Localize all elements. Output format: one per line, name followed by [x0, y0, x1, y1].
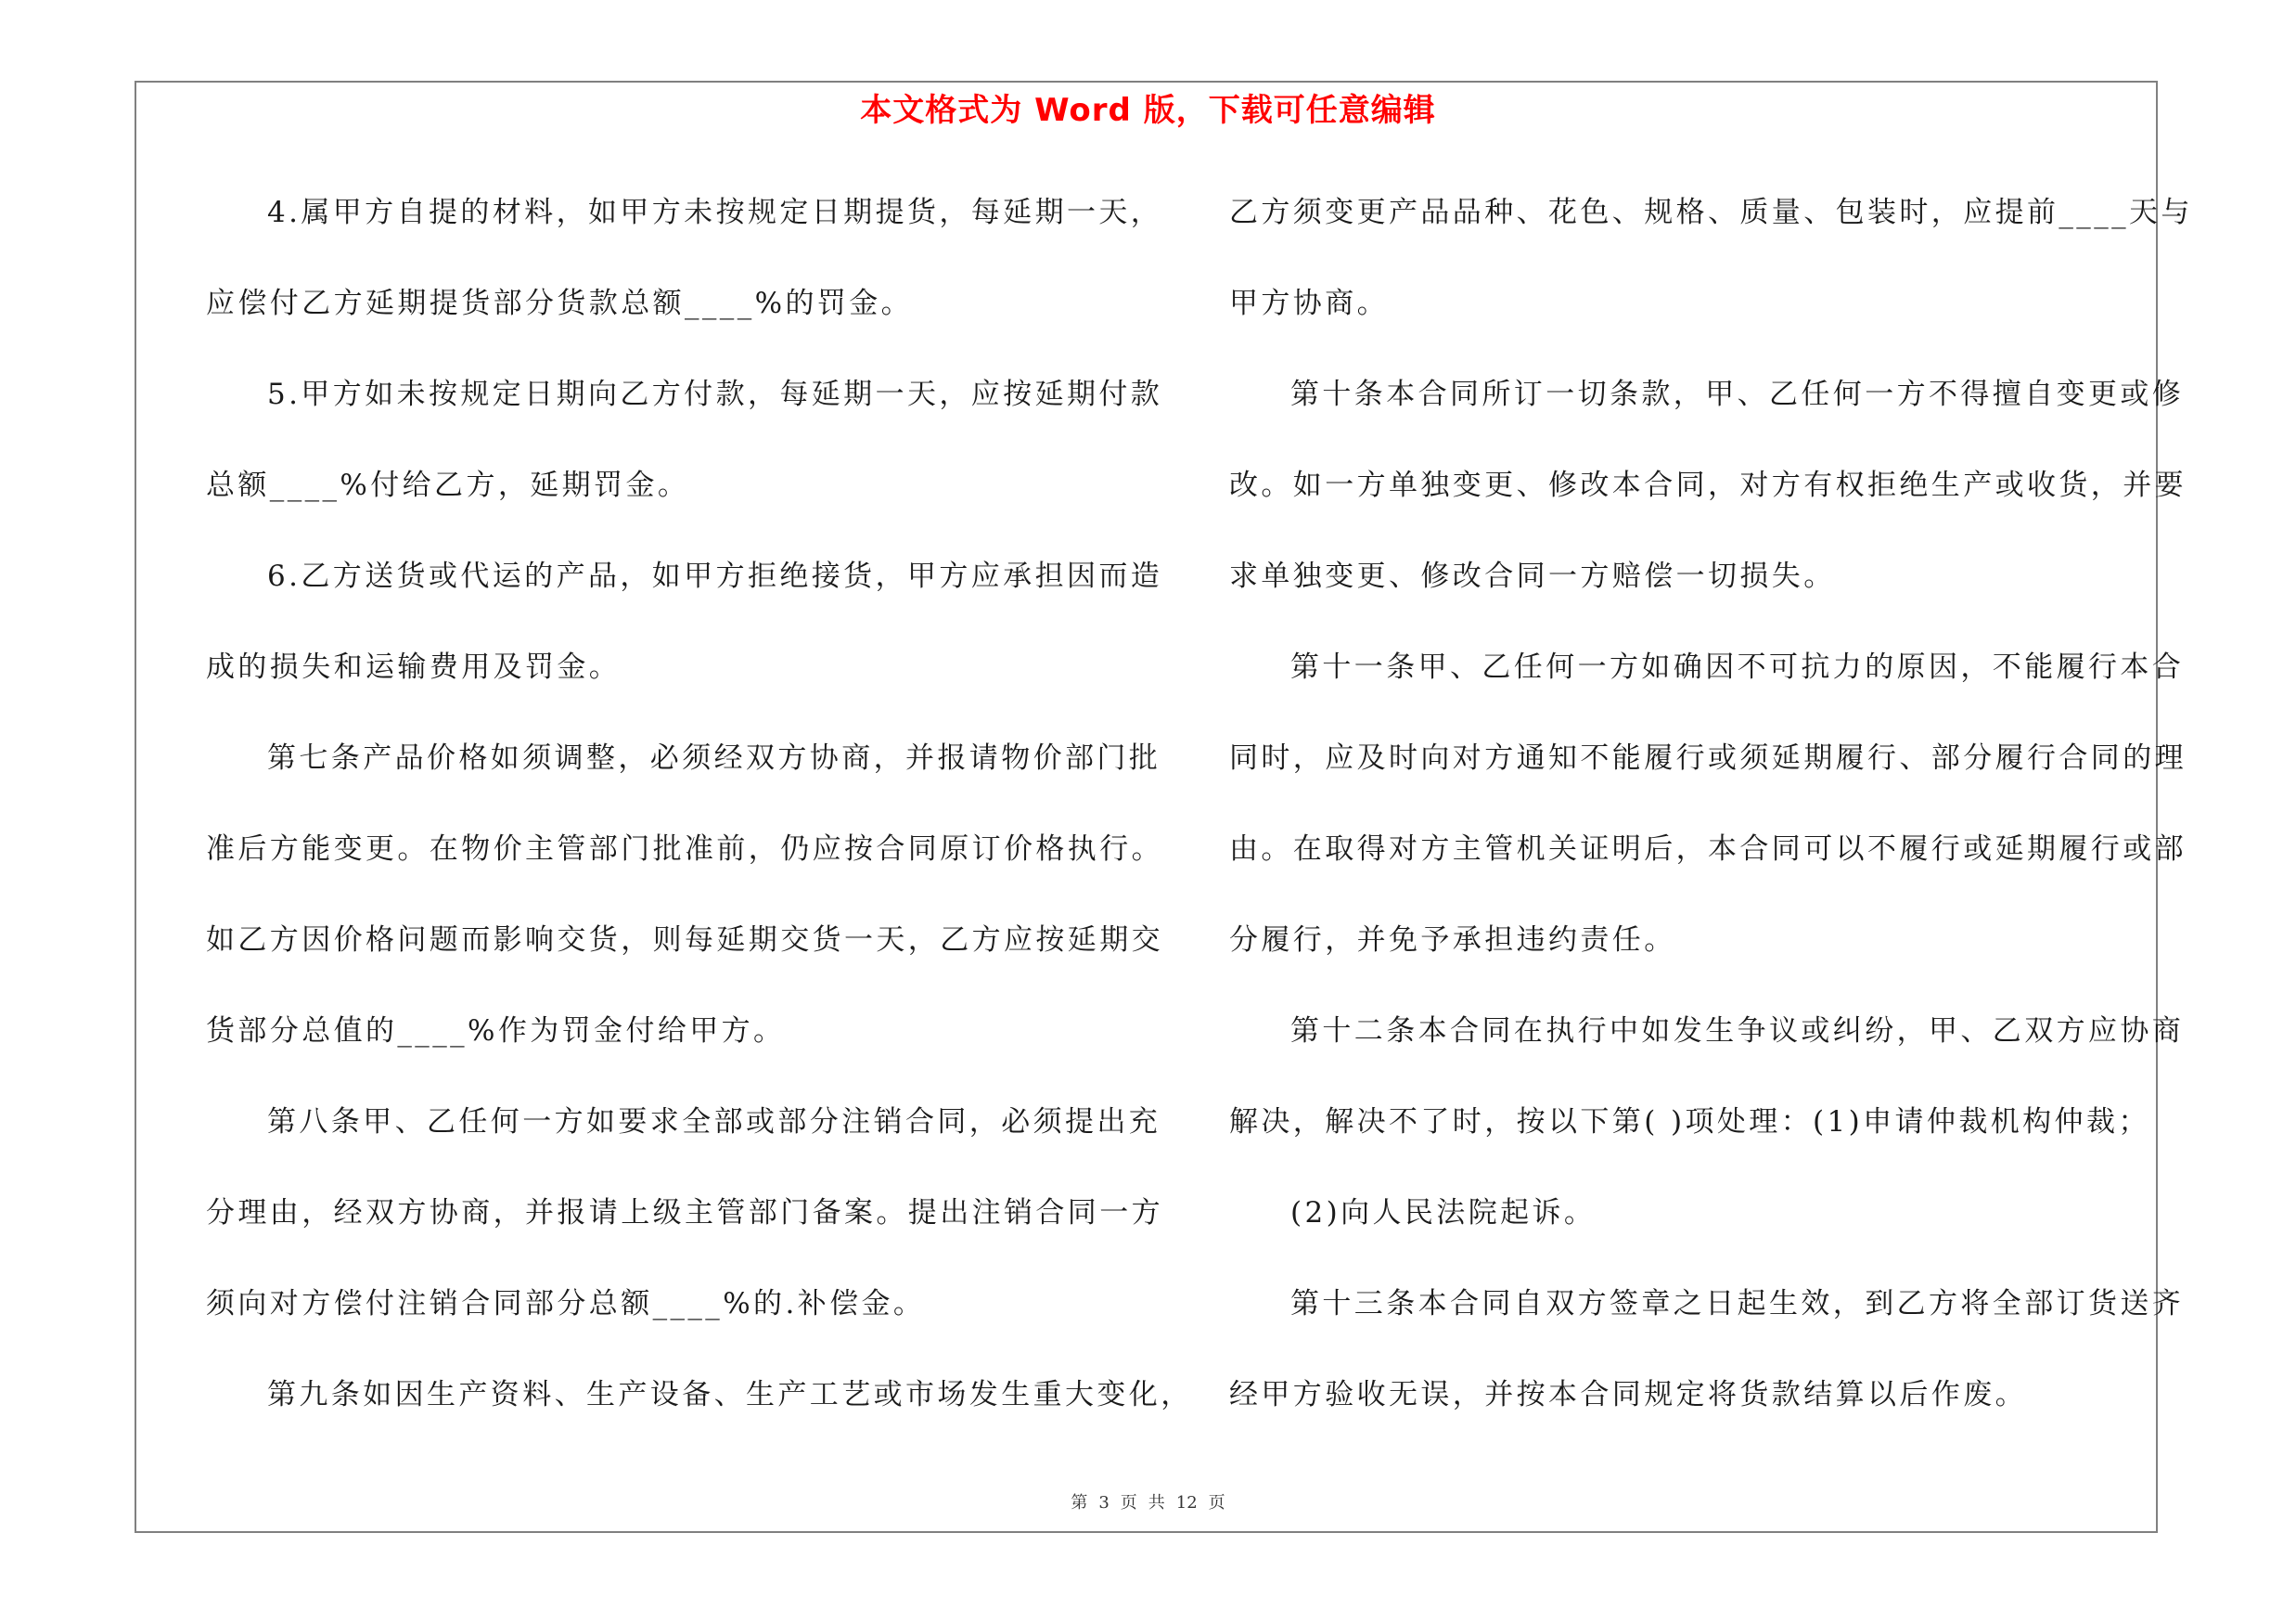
text-line: 成的损失和运输费用及罚金。	[206, 650, 622, 684]
text-line: 求单独变更、修改合同一方赔偿一切损失。	[1229, 560, 1836, 593]
right-column	[1229, 183, 2193, 1456]
left-column	[206, 183, 1193, 1456]
text-line: 解决，解决不了时，按以下第( )项处理：(1)申请仲裁机构仲裁；	[1229, 1105, 2150, 1139]
text-line: 4.属甲方自提的材料，如甲方未按规定日期提货，每延期一天，	[267, 196, 1163, 229]
word-format-banner: 本文格式为 Word 版，下载可任意编辑	[860, 92, 1436, 129]
text-line: 须向对方偿付注销合同部分总额____%的.补偿金。	[206, 1287, 926, 1320]
text-line: 第九条如因生产资料、生产设备、生产工艺或市场发生重大变化，	[267, 1378, 1193, 1411]
text-line: 第十三条本合同自双方签章之日起生效，到乙方将全部订货送齐	[1290, 1287, 2185, 1320]
text-line: 经甲方验收无误，并按本合同规定将货款结算以后作废。	[1229, 1378, 2027, 1411]
text-line: 由。在取得对方主管机关证明后，本合同可以不履行或延期履行或部	[1229, 832, 2187, 866]
text-line: 第八条甲、乙任何一方如要求全部或部分注销合同，必须提出充	[267, 1105, 1161, 1139]
text-line: 第十条本合同所订一切条款，甲、乙任何一方不得擅自变更或修	[1290, 378, 2185, 411]
text-line: 6.乙方送货或代运的产品，如甲方拒绝接货，甲方应承担因而造	[267, 560, 1163, 593]
current-page-number: 3	[1098, 1493, 1110, 1513]
text-line: 第七条产品价格如须调整，必须经双方协商，并报请物价部门批	[267, 741, 1161, 775]
total-page-count: 12	[1175, 1493, 1198, 1513]
page-footer	[0, 1492, 2296, 1514]
text-line: 分理由，经双方协商，并报请上级主管部门备案。提出注销合同一方	[206, 1196, 1163, 1230]
text-line: 5.甲方如未按规定日期向乙方付款，每延期一天，应按延期付款	[267, 378, 1163, 411]
text-line: 乙方须变更产品品种、花色、规格、质量、包装时，应提前____天与	[1229, 196, 2193, 229]
text-line: 改。如一方单独变更、修改本合同，对方有权拒绝生产或收货，并要	[1229, 469, 2187, 502]
page-prefix: 第	[1071, 1493, 1088, 1513]
text-line: 总额____%付给乙方，延期罚金。	[206, 469, 690, 502]
text-line: 分履行，并免予承担违约责任。	[1229, 923, 1676, 957]
text-line: 应偿付乙方延期提货部分货款总额____%的罚金。	[206, 287, 914, 320]
text-line: (2)向人民法院起诉。	[1290, 1196, 1597, 1230]
total-prefix: 共	[1148, 1493, 1165, 1513]
page-unit: 页	[1120, 1493, 1137, 1513]
text-line: 货部分总值的____%作为罚金付给甲方。	[206, 1014, 786, 1048]
text-line: 第十二条本合同在执行中如发生争议或纠纷，甲、乙双方应协商	[1290, 1014, 2185, 1048]
text-line: 准后方能变更。在物价主管部门批准前，仍应按合同原订价格执行。	[206, 832, 1163, 866]
text-line: 同时，应及时向对方通知不能履行或须延期履行、部分履行合同的理	[1229, 741, 2187, 775]
text-line: 第十一条甲、乙任何一方如确因不可抗力的原因，不能履行本合	[1290, 650, 2185, 684]
total-unit: 页	[1208, 1493, 1225, 1513]
text-line: 如乙方因价格问题而影响交货，则每延期交货一天，乙方应按延期交	[206, 923, 1163, 957]
text-line: 甲方协商。	[1229, 287, 1389, 320]
